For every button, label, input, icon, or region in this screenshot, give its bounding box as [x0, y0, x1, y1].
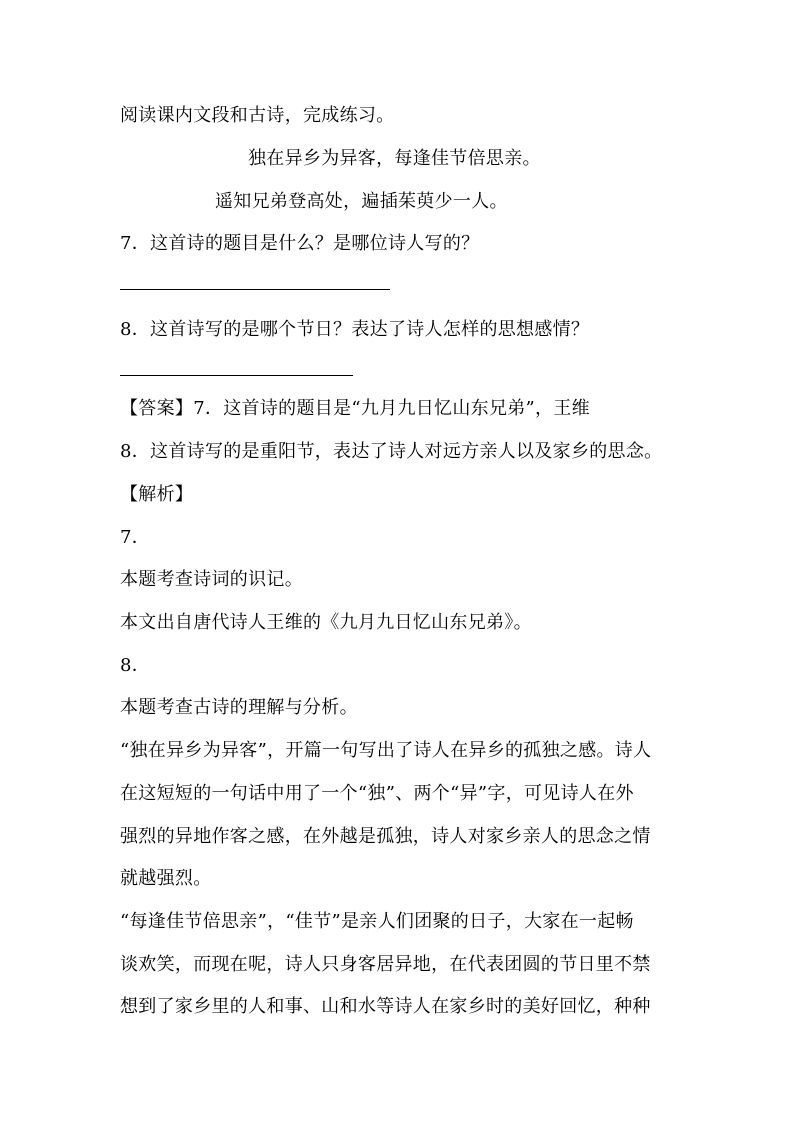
analysis-q8-number: 8．	[120, 655, 151, 676]
poem-line-1: 独在异乡为异客，每逢佳节倍思亲。	[248, 148, 541, 169]
analysis-para1-line-1: “独在异乡为异客”，开篇一句写出了诗人在异乡的孤独之感。诗人	[120, 740, 652, 761]
analysis-heading: 【解析】	[120, 484, 194, 505]
analysis-para1-line-3: 强烈的异地作客之感，在外越是孤独，诗人对家乡亲人的思念之情	[120, 826, 651, 847]
analysis-q7-line-1: 本题考查诗词的识记。	[120, 569, 303, 590]
analysis-para2-line-1: “每逢佳节倍思亲”，“佳节”是亲人们团聚的日子，大家在一起畅	[120, 911, 634, 932]
question-7: 7．这首诗的题目是什么？是哪位诗人写的？	[120, 233, 480, 254]
analysis-q7-number: 7．	[120, 527, 151, 548]
intro-instruction: 阅读课内文段和古诗，完成练习。	[120, 105, 395, 126]
answer-blank-8	[120, 375, 353, 376]
answer-blank-7	[120, 289, 390, 290]
analysis-para2-line-3: 想到了家乡里的人和事、山和水等诗人在家乡时的美好回忆，种种	[120, 996, 651, 1017]
question-8: 8．这首诗写的是哪个节日？表达了诗人怎样的思想感情？	[120, 319, 590, 340]
answer-line-1: 【答案】7．这首诗的题目是“九月九日忆山东兄弟”，王维	[120, 398, 590, 419]
analysis-q8-line-1: 本题考查古诗的理解与分析。	[120, 697, 358, 718]
analysis-para1-line-2: 在这短短的一句话中用了一个“独”、两个“异”字，可见诗人在外	[120, 783, 634, 804]
poem-line-2: 遥知兄弟登高处，遍插茱萸少一人。	[215, 191, 508, 212]
analysis-q7-line-2: 本文出自唐代诗人王维的《九月九日忆山东兄弟》。	[120, 612, 532, 633]
analysis-para1-line-4: 就越强烈。	[120, 868, 212, 889]
analysis-para2-line-2: 谈欢笑，而现在呢，诗人只身客居异地，在代表团圆的节日里不禁	[120, 954, 651, 975]
answer-line-2: 8．这首诗写的是重阳节，表达了诗人对远方亲人以及家乡的思念。	[120, 441, 663, 462]
